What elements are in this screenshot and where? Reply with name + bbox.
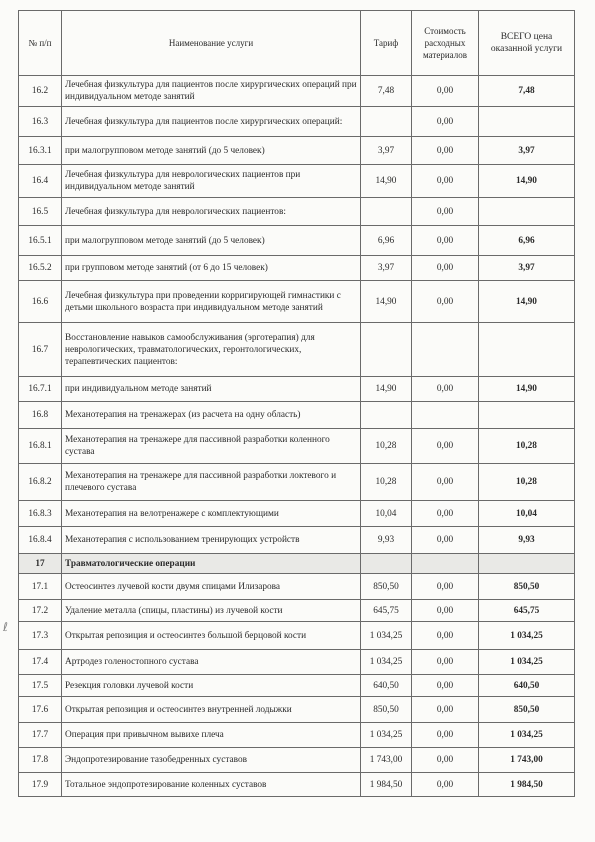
table-row (19, 137, 575, 165)
table-header-row (19, 11, 575, 76)
tariff-value: 14,90 (361, 377, 412, 402)
service-name: Лечебная физкультура для неврологических пациентов при индивидуальном методе занятий (62, 165, 361, 198)
row-number: 17.8 (19, 748, 62, 773)
table-row (19, 464, 575, 501)
tariff-value: 3,97 (361, 137, 412, 165)
row-number: 16.8.2 (19, 464, 62, 501)
row-number: 17.9 (19, 773, 62, 797)
service-name: при групповом методе занятий (от 6 до 15 человек) (62, 256, 361, 281)
materials-cost: 0,00 (412, 137, 479, 165)
tariff-value: 1 984,50 (361, 773, 412, 797)
row-number: 16.5.1 (19, 226, 62, 256)
row-number: 17.4 (19, 650, 62, 675)
service-name: Открытая репозиция и остеосинтез внутренней лодыжки (62, 697, 361, 723)
service-name: Резекция головки лучевой кости (62, 675, 361, 697)
table-row (19, 748, 575, 773)
row-number: 16.7 (19, 323, 62, 377)
service-name: Лечебная физкультура при проведении корригирующей гимнастики с детьми школьного возраста при индивидуальном методе занятий (62, 281, 361, 323)
table-row (19, 377, 575, 402)
service-name: Тотальное эндопротезирование коленных суставов (62, 773, 361, 797)
service-name: Механотерапия на тренажере для пассивной разработки локтевого и плечевого сустава (62, 464, 361, 501)
tariff-value (361, 198, 412, 226)
materials-cost: 0,00 (412, 622, 479, 650)
total-price (479, 198, 575, 226)
tariff-value (361, 402, 412, 429)
row-number: 16.7.1 (19, 377, 62, 402)
total-price: 1 034,25 (479, 622, 575, 650)
total-price: 3,97 (479, 256, 575, 281)
service-name: Лечебная физкультура для пациентов после хирургических операций при индивидуальном методе занятий (62, 76, 361, 107)
table-row (19, 697, 575, 723)
tariff-value: 10,04 (361, 501, 412, 527)
table-row (19, 773, 575, 797)
table-row (19, 650, 575, 675)
total-price: 9,93 (479, 527, 575, 554)
tariff-value: 14,90 (361, 165, 412, 198)
service-name: Механотерапия на тренажерах (из расчета на одну область) (62, 402, 361, 429)
materials-cost: 0,00 (412, 165, 479, 198)
total-price (479, 554, 575, 574)
service-name: при индивидуальном методе занятий (62, 377, 361, 402)
row-number: 16.8.1 (19, 429, 62, 464)
materials-cost: 0,00 (412, 198, 479, 226)
materials-cost: 0,00 (412, 501, 479, 527)
row-number: 16.8.3 (19, 501, 62, 527)
table-row (19, 323, 575, 377)
row-number: 17.2 (19, 600, 62, 622)
row-number: 16.5 (19, 198, 62, 226)
materials-cost: 0,00 (412, 226, 479, 256)
materials-cost (412, 402, 479, 429)
service-name: Механотерапия с использованием тренирующих устройств (62, 527, 361, 554)
total-price: 14,90 (479, 281, 575, 323)
total-price: 1 034,25 (479, 723, 575, 748)
row-number: 16.4 (19, 165, 62, 198)
service-name: Артродез голеностопного сустава (62, 650, 361, 675)
table-row (19, 501, 575, 527)
header-name: Наименование услуги (62, 11, 361, 76)
materials-cost (412, 323, 479, 377)
tariff-value (361, 323, 412, 377)
materials-cost: 0,00 (412, 574, 479, 600)
materials-cost: 0,00 (412, 650, 479, 675)
total-price: 14,90 (479, 377, 575, 402)
row-number: 16.2 (19, 76, 62, 107)
total-price: 10,28 (479, 464, 575, 501)
table-row (19, 574, 575, 600)
row-number: 17.7 (19, 723, 62, 748)
tariff-value (361, 554, 412, 574)
table-row (19, 165, 575, 198)
total-price: 6,96 (479, 226, 575, 256)
service-name: Открытая репозиция и остеосинтез большой берцовой кости (62, 622, 361, 650)
total-price: 850,50 (479, 574, 575, 600)
materials-cost: 0,00 (412, 600, 479, 622)
total-price (479, 323, 575, 377)
service-name: Механотерапия на тренажере для пассивной разработки коленного сустава (62, 429, 361, 464)
section-row (19, 554, 575, 574)
table-row (19, 256, 575, 281)
table-row (19, 622, 575, 650)
header-num: № п/п (19, 11, 62, 76)
tariff-value: 9,93 (361, 527, 412, 554)
materials-cost: 0,00 (412, 107, 479, 137)
tariff-value: 14,90 (361, 281, 412, 323)
materials-cost: 0,00 (412, 377, 479, 402)
table-row (19, 723, 575, 748)
materials-cost: 0,00 (412, 723, 479, 748)
service-name: Удаление металла (спицы, пластины) из лучевой кости (62, 600, 361, 622)
materials-cost: 0,00 (412, 76, 479, 107)
materials-cost: 0,00 (412, 748, 479, 773)
tariff-value: 10,28 (361, 429, 412, 464)
table-row (19, 107, 575, 137)
table-row (19, 226, 575, 256)
materials-cost (412, 554, 479, 574)
tariff-value: 850,50 (361, 697, 412, 723)
tariff-value: 10,28 (361, 464, 412, 501)
materials-cost: 0,00 (412, 527, 479, 554)
total-price: 640,50 (479, 675, 575, 697)
service-name: Восстановление навыков самообслуживания (эрготерапия) для неврологических, травматологических, геронтологических, терапевтических пациентов: (62, 323, 361, 377)
row-number: 16.6 (19, 281, 62, 323)
tariff-value: 6,96 (361, 226, 412, 256)
materials-cost: 0,00 (412, 281, 479, 323)
table-row (19, 600, 575, 622)
tariff-value: 645,75 (361, 600, 412, 622)
price-table (18, 10, 575, 797)
tariff-value: 3,97 (361, 256, 412, 281)
header-tariff: Тариф (361, 11, 412, 76)
row-number: 17.1 (19, 574, 62, 600)
row-number: 16.5.2 (19, 256, 62, 281)
tariff-value: 1 034,25 (361, 723, 412, 748)
header-total: ВСЕГО цена оказанной услуги (479, 11, 575, 76)
total-price: 10,28 (479, 429, 575, 464)
total-price: 3,97 (479, 137, 575, 165)
tariff-value: 850,50 (361, 574, 412, 600)
table-row (19, 402, 575, 429)
total-price: 7,48 (479, 76, 575, 107)
row-number: 17.6 (19, 697, 62, 723)
tariff-value: 7,48 (361, 76, 412, 107)
row-number: 16.3 (19, 107, 62, 137)
total-price: 14,90 (479, 165, 575, 198)
row-number: 17.3 (19, 622, 62, 650)
materials-cost: 0,00 (412, 256, 479, 281)
tariff-value: 640,50 (361, 675, 412, 697)
margin-mark: ℓ (3, 620, 8, 634)
price-list-page (18, 10, 574, 797)
materials-cost: 0,00 (412, 697, 479, 723)
total-price: 1 984,50 (479, 773, 575, 797)
service-name: Травматологические операции (62, 554, 361, 574)
tariff-value (361, 107, 412, 137)
table-row (19, 429, 575, 464)
table-row (19, 281, 575, 323)
service-name: Лечебная физкультура для неврологических пациентов: (62, 198, 361, 226)
total-price (479, 402, 575, 429)
service-name: при малогрупповом методе занятий (до 5 человек) (62, 226, 361, 256)
row-number: 16.8.4 (19, 527, 62, 554)
row-number: 16.8 (19, 402, 62, 429)
row-number: 17.5 (19, 675, 62, 697)
service-name: Лечебная физкультура для пациентов после хирургических операций: (62, 107, 361, 137)
row-number: 17 (19, 554, 62, 574)
row-number: 16.3.1 (19, 137, 62, 165)
total-price (479, 107, 575, 137)
service-name: Остеосинтез лучевой кости двумя спицами Илизарова (62, 574, 361, 600)
tariff-value: 1 743,00 (361, 748, 412, 773)
table-row (19, 527, 575, 554)
tariff-value: 1 034,25 (361, 622, 412, 650)
total-price: 1 743,00 (479, 748, 575, 773)
total-price: 850,50 (479, 697, 575, 723)
service-name: Операция при привычном вывихе плеча (62, 723, 361, 748)
table-row (19, 76, 575, 107)
service-name: Эндопротезирование тазобедренных суставов (62, 748, 361, 773)
header-materials: Стоимость расходных материалов (412, 11, 479, 76)
service-name: при малогрупповом методе занятий (до 5 человек) (62, 137, 361, 165)
materials-cost: 0,00 (412, 675, 479, 697)
service-name: Механотерапия на велотренажере с комплектующими (62, 501, 361, 527)
table-row (19, 198, 575, 226)
materials-cost: 0,00 (412, 773, 479, 797)
tariff-value: 1 034,25 (361, 650, 412, 675)
materials-cost: 0,00 (412, 429, 479, 464)
total-price: 10,04 (479, 501, 575, 527)
materials-cost: 0,00 (412, 464, 479, 501)
total-price: 645,75 (479, 600, 575, 622)
total-price: 1 034,25 (479, 650, 575, 675)
table-row (19, 675, 575, 697)
